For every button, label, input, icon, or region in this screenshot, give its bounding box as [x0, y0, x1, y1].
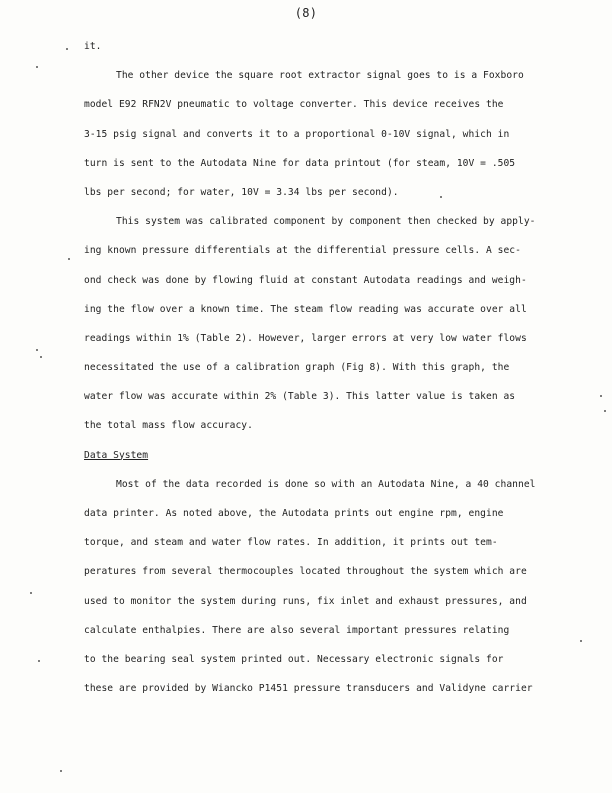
text-line: The other device the square root extractor signal goes to is a Foxboro — [116, 70, 524, 82]
text-line: necessitated the use of a calibration graph (Fig 8). With this graph, the — [84, 362, 510, 374]
scan-speck — [66, 48, 68, 50]
scan-speck — [60, 770, 62, 772]
page-number: (8) — [294, 6, 318, 20]
scan-speck — [36, 66, 38, 68]
scan-speck — [30, 592, 32, 594]
section-heading — [84, 447, 554, 476]
scan-speck — [580, 640, 582, 642]
text-line: turn is sent to the Autodata Nine for data printout (for steam, 10V = .505 — [84, 157, 516, 169]
text-line: ing known pressure differentials at the differential pressure cells. A sec- — [84, 245, 521, 257]
text-line: torque, and steam and water flow rates. In addition, it prints out tem- — [84, 537, 498, 549]
text-line: data printer. As noted above, the Autodata prints out engine rpm, engine — [84, 508, 504, 519]
text-line: it. — [84, 41, 102, 52]
text-line: ond check was done by flowing fluid at constant Autodata readings and weigh- — [84, 274, 527, 286]
text-line: water flow was accurate within 2% (Table 3). This latter value is taken as — [84, 391, 516, 403]
text-line: ing the flow over a known time. The steam flow reading was accurate over all — [84, 303, 527, 315]
scan-speck — [38, 660, 40, 662]
scan-speck — [440, 196, 442, 198]
text-line: readings within 1% (Table 2). However, larger errors at very low water flows — [84, 332, 527, 344]
text-line: calculate enthalpies. There are also several important pressures relating — [84, 624, 510, 636]
text-line: the total mass flow accuracy. — [84, 420, 253, 432]
scan-speck — [40, 356, 42, 358]
text-line: used to monitor the system during runs, fix inlet and exhaust pressures, and — [84, 595, 527, 607]
body-text — [84, 38, 554, 709]
text-line: 3-15 psig signal and converts it to a proportional 0-10V signal, which in — [84, 128, 510, 140]
text-line: these are provided by Wiancko P1451 pressure transducers and Validyne carrier — [84, 683, 533, 695]
text-line: to the bearing seal system printed out. Necessary electronic signals for — [84, 653, 504, 665]
text-line: model E92 RFN2V pneumatic to voltage converter. This device receives the — [84, 99, 504, 111]
text-line: peratures from several thermocouples located throughout the system which are — [84, 566, 527, 578]
scan-speck — [36, 349, 38, 351]
text-line: This system was calibrated component by component then checked by apply- — [116, 216, 536, 228]
scan-speck — [68, 258, 70, 260]
text-line: lbs per second; for water, 10V = 3.34 lbs per second). — [84, 186, 399, 198]
section-heading-text: Data System — [84, 449, 149, 461]
scan-speck — [600, 395, 602, 397]
text-line: Most of the data recorded is done so with an Autodata Nine, a 40 channel — [116, 478, 536, 490]
scan-speck — [604, 410, 606, 412]
